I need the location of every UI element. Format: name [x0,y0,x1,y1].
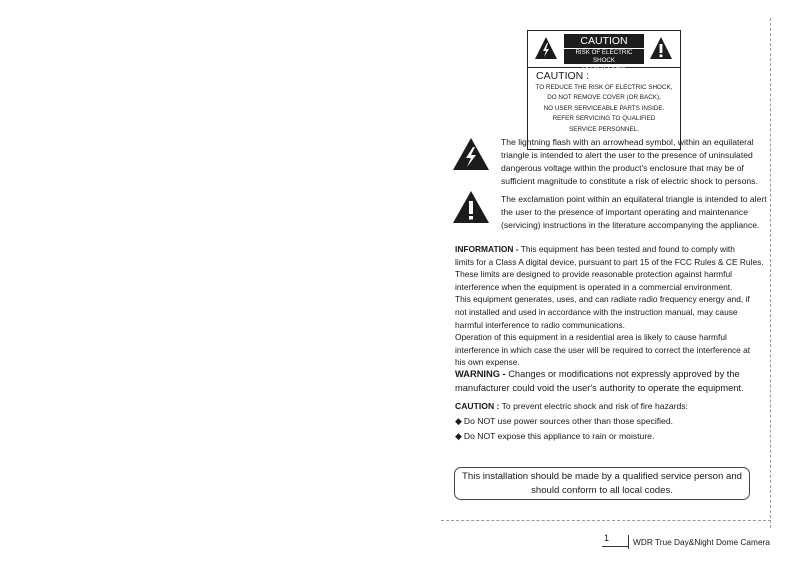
caution-label-body-line: REFER SERVICING TO QUALIFIED [552,115,656,123]
exclamation-warning-icon [649,36,673,60]
caution-label-line2: DO NOT OPEN [582,65,626,72]
lightning-triangle-icon [452,137,490,171]
caution-paragraph [455,400,688,413]
information-paragraph [455,243,764,369]
text-line: These limits are designed to provide reasonable protection against harmful [455,269,732,280]
exclamation-description [501,193,767,232]
text-line: harmful interference to radio communications. [455,319,625,330]
text-span: Changes or modifications not expressly approved by the [505,369,740,379]
text-line: not installed and used in accordance with the instruction manual, may cause [455,306,738,317]
text-line: Operation of this equipment in a residential area is likely to cause harmful [455,332,727,343]
notice-line: should conform to all local codes. [531,485,673,496]
caution-label-subtitle: CAUTION : [536,70,590,82]
notice-line: This installation should be made by a qualified service person and [462,471,742,482]
text-line [455,243,764,256]
text-line: dangerous voltage within the product's enclosure that may be of [501,163,744,173]
fold-guide-right [770,18,771,528]
list-item [455,430,654,443]
caution-label-header [528,31,680,72]
warning-label: WARNING - [455,369,506,379]
footer-rule [602,546,628,547]
exclamation-triangle-icon [452,190,490,224]
text-span: This equipment has been tested and found to comply with [518,244,735,254]
bullet-text: Do NOT expose this appliance to rain or moisture. [463,431,655,441]
information-label: INFORMATION - [455,244,519,254]
diamond-bullet-icon: ◆ [455,416,462,426]
page-number: 1 [604,533,610,543]
text-line: interference when the equipment is operated in a commercial environment. [455,281,733,292]
installation-notice [454,467,750,500]
text-line: The lightning flash with an arrowhead symbol, within an equilateral [501,137,754,147]
caution-label [527,30,681,150]
caution-label-body-line: SERVICE PERSONNEL. [569,125,639,133]
text-line: sufficient magnitude to constitute a risk of electric shock to persons. [501,176,758,186]
caution-band [564,34,644,72]
text-line: his own expense. [455,357,520,368]
caution-label-body-line: TO REDUCE THE RISK OF ELECTRIC SHOCK, [535,84,673,91]
warning-paragraph [455,367,744,395]
caution-label-title: CAUTION [564,34,644,49]
footer-title: WDR True Day&Night Dome Camera [633,537,770,547]
text-line: the user to the presence of important operating and maintenance [501,207,748,217]
text-line: The exclamation point within an equilateral triangle is intended to alert [501,194,767,204]
text-line: limits for a Class A digital device, pursuant to part 15 of the FCC Rules & CE Rules. [455,256,764,267]
text-line: This equipment generates, uses, and can radiate radio frequency energy and, if [455,294,750,305]
caution-label-body [532,83,676,135]
text-line: triangle is intended to alert the user to the presence of uninsulated [501,150,753,160]
text-line [455,367,744,381]
caution-text: To prevent electric shock and risk of fire hazards: [499,401,688,411]
caution-label-body-line: NO USER SERVICEABLE PARTS INSIDE. [543,104,665,112]
fold-guide-bottom [441,520,771,521]
footer-divider [628,535,629,549]
diamond-bullet-icon: ◆ [455,431,462,441]
lightning-warning-icon [534,36,558,60]
list-item [455,415,673,428]
text-line: manufacturer could void the user's authority to operate the equipment. [455,383,744,393]
caution-text-label: CAUTION : [455,401,500,411]
bullet-text: Do NOT use power sources other than those specified. [463,416,673,426]
caution-label-line1: RISK OF ELECTRIC SHOCK [575,49,633,64]
text-line: interference in which case the user will be required to correct the interference at [455,344,751,355]
lightning-description [501,136,758,188]
text-line: (servicing) instructions in the literature accompanying the appliance. [501,220,760,230]
caution-label-body-line: DO NOT REMOVE COVER (OR BACK), [547,94,661,102]
